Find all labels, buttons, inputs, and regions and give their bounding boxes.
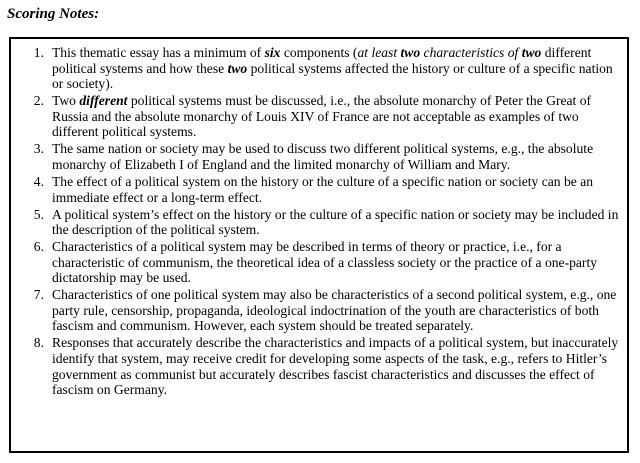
note-number: 8.	[33, 335, 44, 351]
note-number: 6.	[33, 239, 44, 255]
note-text-segment: two	[400, 45, 421, 60]
note-item	[15, 239, 619, 286]
note-text-segment: two	[521, 45, 542, 60]
note-text-segment: This thematic essay has a minimum of	[52, 45, 265, 60]
note-number: 2.	[33, 93, 44, 109]
note-text-segment: characteristics of	[420, 45, 522, 60]
note-text	[52, 45, 619, 92]
note-text	[52, 93, 619, 140]
note-text-segment: political systems must be discussed, i.e., the absolute monarchy of Peter the Great of Russia and the absolute monarchy of Louis XIV of France are not acceptable as examples of two different political systems.	[52, 93, 592, 140]
scoring-notes-heading: Scoring Notes:	[7, 6, 100, 22]
note-text-segment: Responses that accurately describe the characteristics and impacts of a political system, but inaccurately identify that system, may receive credit for developing some aspects of the task, e.g., refers to Hitler’s government as communist but accurately describes fascist characteristics and discusses the effect of fascism on Germany.	[52, 335, 619, 398]
note-text	[52, 287, 619, 334]
note-number: 5.	[33, 206, 44, 222]
note-text-segment: Two	[52, 93, 80, 109]
scoring-notes-box	[9, 37, 629, 453]
note-number: 3.	[33, 141, 44, 157]
scoring-notes-list	[15, 45, 619, 398]
note-text-segment: components (	[280, 45, 358, 60]
note-text-segment: different	[79, 93, 128, 109]
note-text-segment: A political system’s effect on the history or the culture of a specific nation or society may be included in the description of the political system.	[52, 206, 619, 238]
note-text-segment: The effect of a political system on the history or the culture of a specific nation or society can be an immediate effect or a long-term effect.	[52, 173, 594, 205]
note-text-segment: six	[264, 45, 281, 60]
note-item	[15, 174, 619, 205]
note-text-segment: The same nation or society may be used to discuss two different political systems, e.g., the absolute monarchy of Elizabeth I of England and the limited monarchy of William and Mary.	[52, 141, 594, 172]
note-text	[52, 207, 619, 238]
note-text	[52, 174, 619, 205]
note-text-segment: different political systems and how these	[52, 45, 592, 76]
note-text-segment: two	[227, 60, 248, 76]
note-item	[15, 287, 619, 334]
note-item	[15, 45, 619, 92]
note-number: 7.	[33, 287, 44, 303]
note-number: 4.	[33, 173, 44, 189]
note-text-segment: Characteristics of one political system may also be characteristics of a second political system, e.g., one party rule, censorship, propaganda, ideological indoctrination of the youth are characteristics of both fascism and communism. However, each system should be treated separately.	[52, 287, 617, 334]
note-item	[15, 93, 619, 140]
note-text	[52, 239, 619, 286]
note-text	[52, 335, 619, 397]
note-number: 1.	[33, 45, 44, 60]
note-text-segment: political systems affected the history or culture of a specific nation or society).	[52, 60, 613, 92]
note-text	[52, 141, 619, 172]
note-item	[15, 141, 619, 172]
note-text-segment: Characteristics of a political system may be described in terms of theory or practice, i.e., for a characteristic of communism, the theoretical idea of a classless society or the practice of a one-party dictatorship may be used.	[52, 239, 598, 286]
note-item	[15, 207, 619, 238]
note-text-segment: at least	[357, 45, 401, 60]
note-item	[15, 335, 619, 397]
